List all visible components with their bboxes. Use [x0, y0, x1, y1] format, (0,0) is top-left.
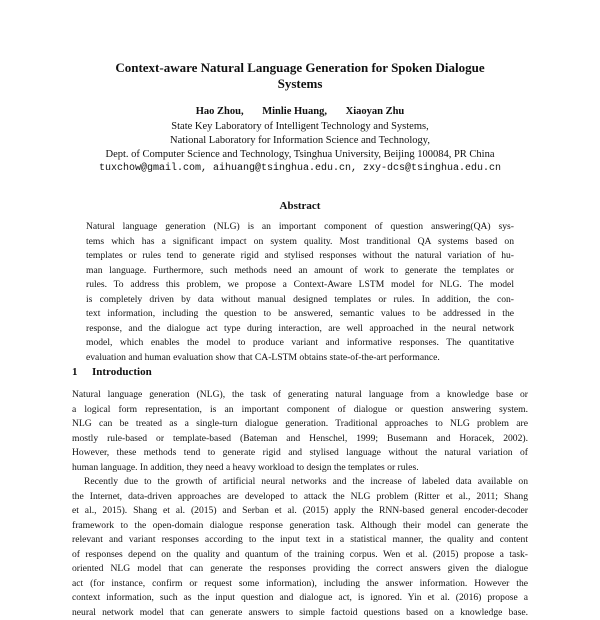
- abstract-line: templates or rules tend to generate rigid and stylised responses without the natural variation of hu-: [86, 249, 514, 264]
- abstract-line: response, and the dialogue act type during interaction, are well approached in the neural network: [86, 322, 514, 337]
- author-name: Hao Zhou,: [196, 106, 244, 117]
- abstract-heading: Abstract: [0, 200, 600, 212]
- abstract-line: rules. To address this problem, we propose a Context-Aware LSTM model for NLG. The model: [86, 278, 514, 293]
- author-name: Minlie Huang,: [262, 106, 327, 117]
- affiliation: [20, 120, 580, 162]
- author-emails: tuxchow@gmail.com, aihuang@tsinghua.edu.cn, zxy-dcs@tsinghua.edu.cn: [20, 162, 580, 176]
- paper-title: [40, 60, 560, 92]
- body-line: NLG can be treated as a single-turn dialogue generation. Traditional approaches to NLG problem are: [72, 417, 528, 432]
- title-line: Context-aware Natural Language Generation for Spoken Dialogue: [40, 60, 560, 76]
- body-line: However, these methods tend to generate rigid and stylised language without the natural variation of: [72, 446, 528, 461]
- abstract-line: man language. Furthermore, such methods need an amount of work to generate the templates or: [86, 264, 514, 279]
- body-line: Recently due to the growth of artificial neural networks and the increase of labeled data available on: [72, 475, 528, 490]
- body-line: Natural language generation (NLG), the task of generating natural language from a knowledge base or: [72, 388, 528, 403]
- abstract-line: evaluation and human evaluation show that CA-LSTM obtains state-of-the-art performance.: [86, 351, 514, 366]
- abstract-line: tems which has a significant impact on system quality. Most tranditional QA systems based on: [86, 235, 514, 250]
- section-heading-introduction: [72, 366, 152, 378]
- abstract-line: model, which enables the model to produce variant and informative responses. The quantitative: [86, 336, 514, 351]
- body-line: the Internet, data-driven approaches are developed to attack the NLG problem (Ritter et al., 2011; Shang: [72, 490, 528, 505]
- body-line: context information, such as the input question and dialogue act, is ignored. Yin et al. (2016) propose a: [72, 591, 528, 606]
- body-line: a logical form representation, is an important component of dialogue or question answering system.: [72, 403, 528, 418]
- body-line: oriented NLG model that can generate the responses providing the correct answers given the dialogue: [72, 562, 528, 577]
- body-line: framework to the open-domain dialogue response generation task. Although their model can generate the: [72, 519, 528, 534]
- author-list: [20, 105, 580, 119]
- body-line: act (for instance, confirm or request some information), including the answer information. However the: [72, 577, 528, 592]
- body-line: of responses depend on the quality and quantum of the training corpus. Wen et al. (2015) propose a task-: [72, 548, 528, 563]
- body-line: relevant and variant responses according to the input text in a statistical manner, the quality and content: [72, 533, 528, 548]
- section-number: 1: [72, 366, 92, 378]
- abstract-line: is completely driven by data without manual designed templates or rules. In addition, the con-: [86, 293, 514, 308]
- abstract-line: Natural language generation (NLG) is an important component of question answering(QA) sys-: [86, 220, 514, 235]
- affiliation-line: National Laboratory for Information Science and Technology,: [20, 134, 580, 148]
- section-title: Introduction: [92, 366, 152, 378]
- body-line: human language. In addition, they need a heavy workload to design the templates or rules.: [72, 461, 528, 476]
- author-name: Xiaoyan Zhu: [346, 106, 405, 117]
- affiliation-line: Dept. of Computer Science and Technology, Tsinghua University, Beijing 100084, PR China: [20, 148, 580, 162]
- body-line: neural network model that can generate answers to simple factoid questions based on a knowledge base.: [72, 606, 528, 620]
- body-line: mostly rule-based or template-based (Bateman and Henschel, 1999; Busemann and Horacek, 2002).: [72, 432, 528, 447]
- affiliation-line: State Key Laboratory of Intelligent Technology and Systems,: [20, 120, 580, 134]
- abstract-line: text information, including the question to be answered, semantic values to be addressed in the: [86, 307, 514, 322]
- body-line: et al., 2015). Shang et al. (2015) and Serban et al. (2015) apply the RNN-based general encoder-decoder: [72, 504, 528, 519]
- title-line: Systems: [40, 76, 560, 92]
